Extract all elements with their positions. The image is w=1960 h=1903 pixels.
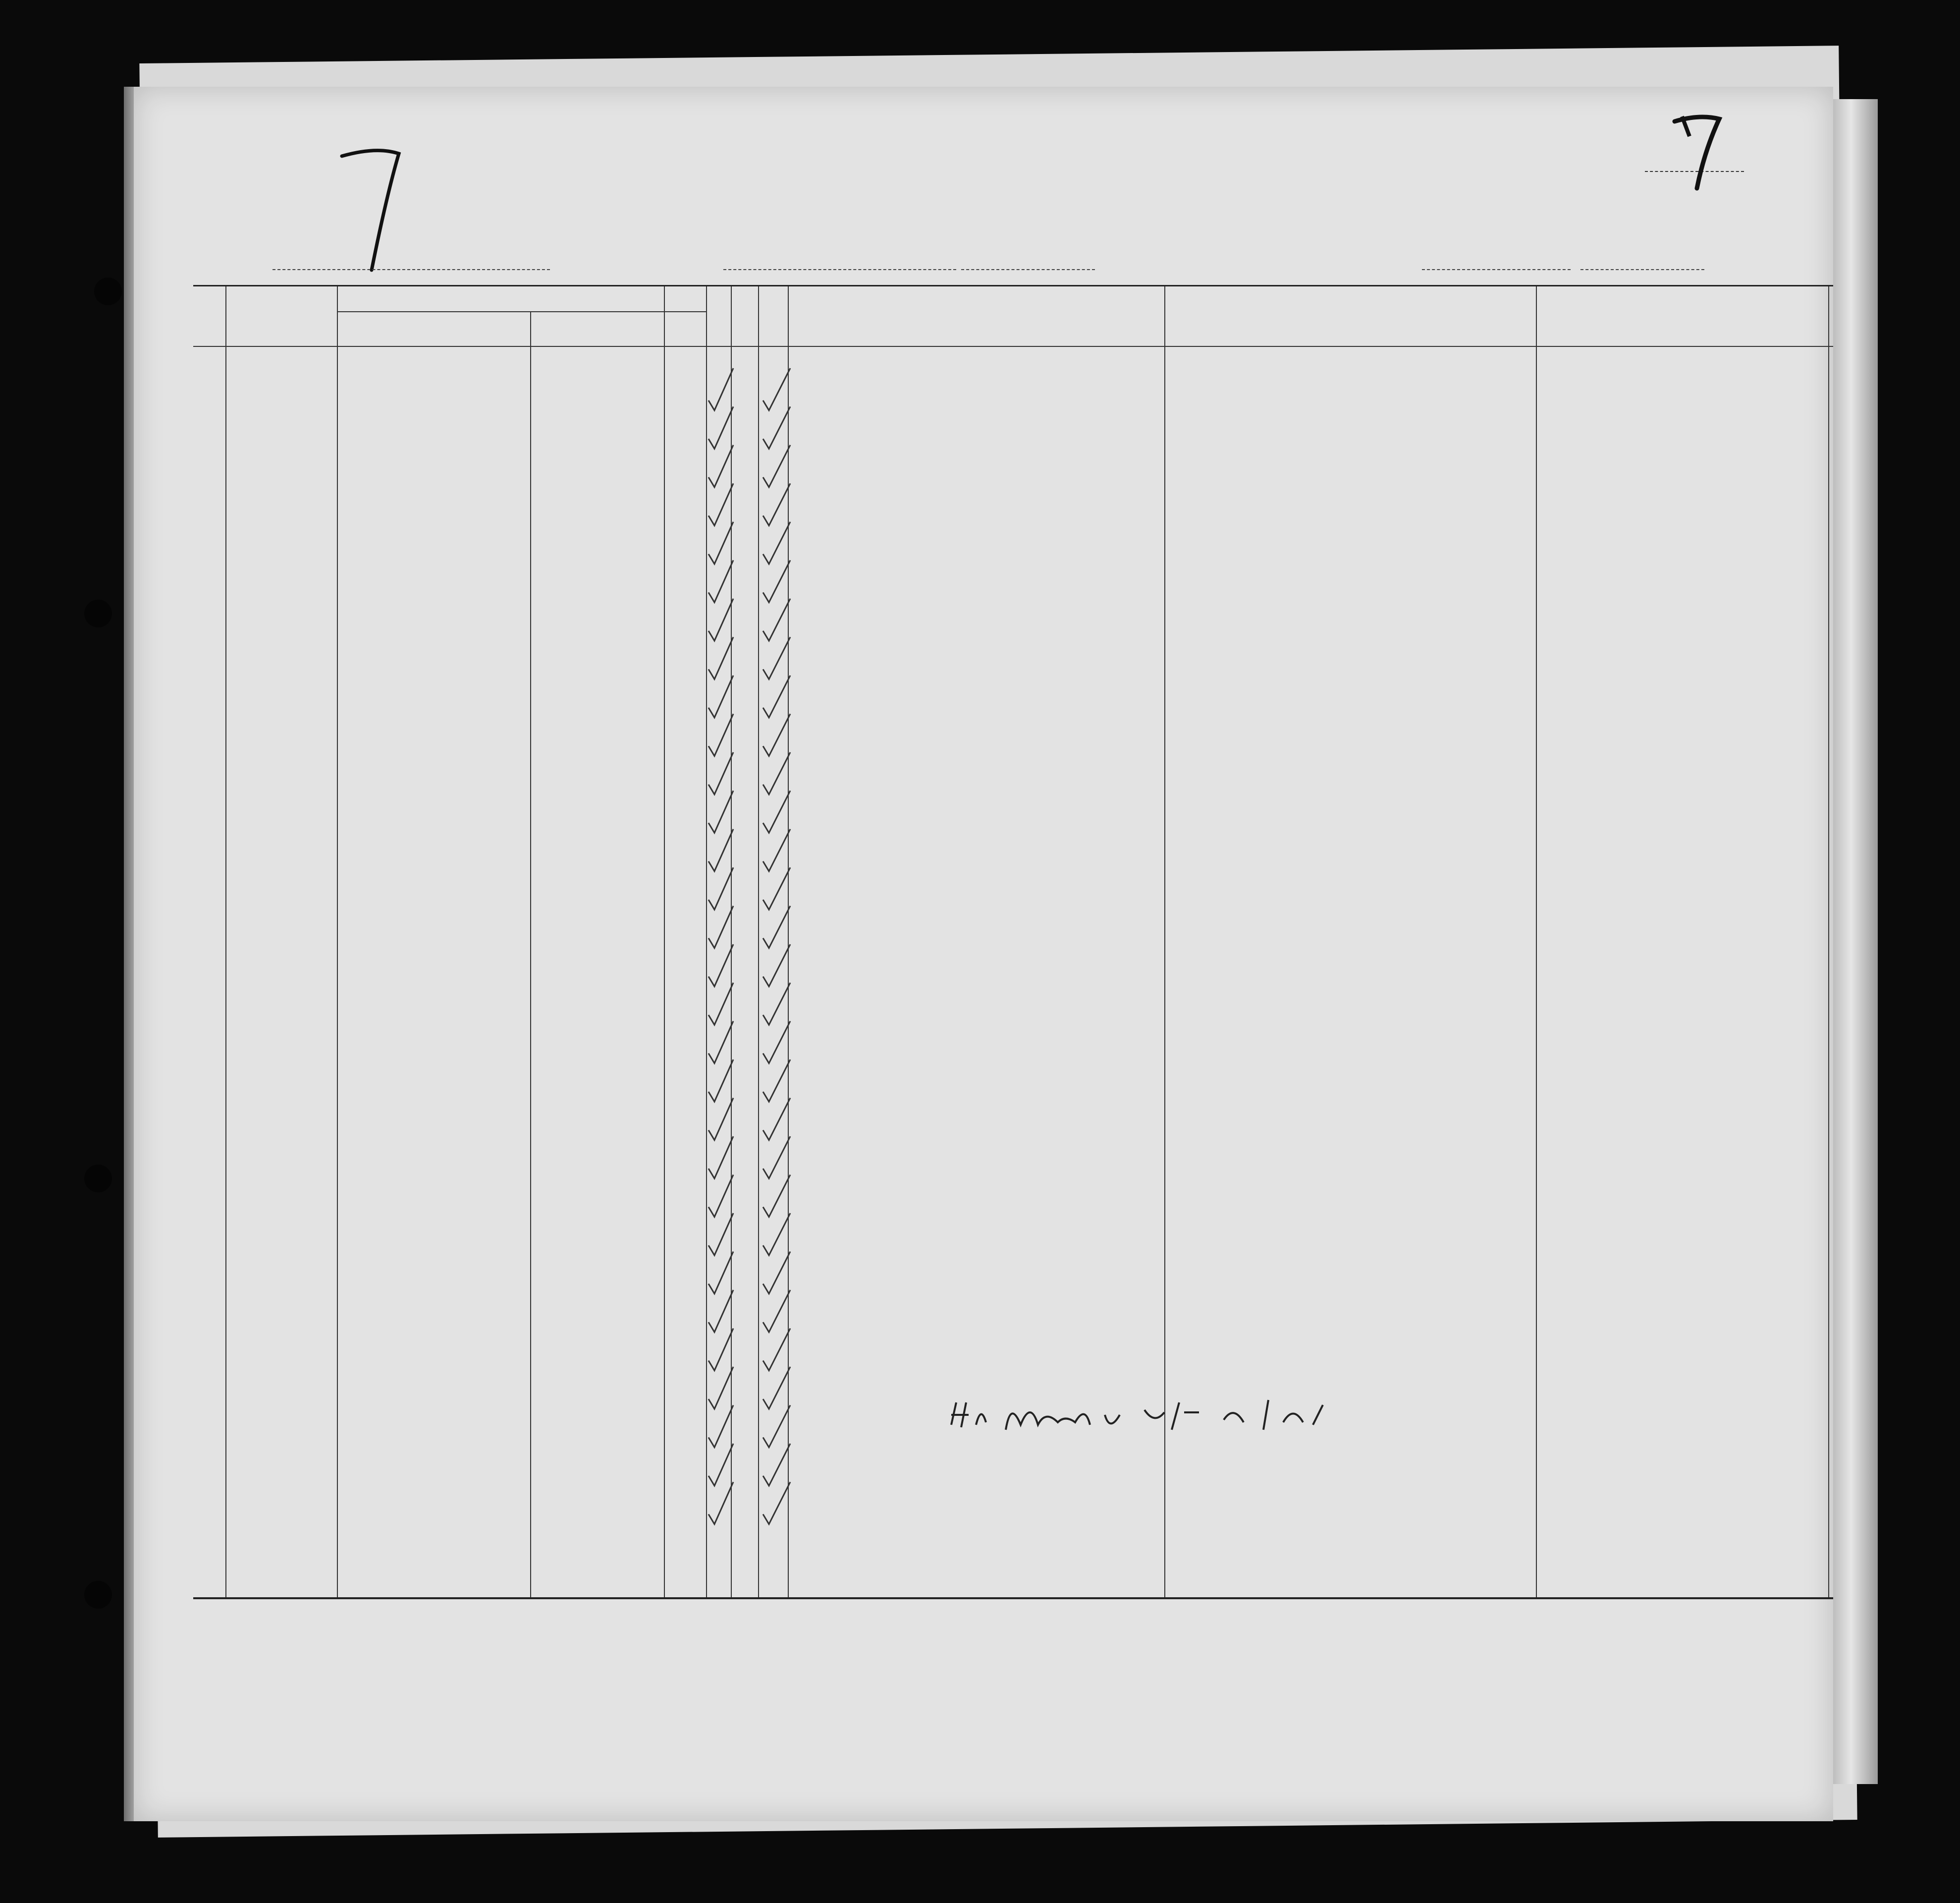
checkmark bbox=[763, 1444, 790, 1486]
checkmark bbox=[763, 368, 790, 410]
punch-hole bbox=[84, 600, 112, 627]
checkmark bbox=[708, 829, 733, 871]
checkmark bbox=[763, 445, 790, 487]
checkmark bbox=[763, 1405, 790, 1448]
checkmark bbox=[708, 1098, 733, 1140]
page-curl bbox=[1833, 99, 1878, 1784]
checkmark bbox=[708, 1444, 733, 1486]
col-divider bbox=[337, 286, 338, 1597]
checkmark bbox=[708, 1405, 733, 1448]
checkmark bbox=[708, 1175, 733, 1217]
punch-hole bbox=[94, 278, 122, 305]
checkmark bbox=[763, 407, 790, 449]
checkmark bbox=[763, 983, 790, 1025]
checkmark bbox=[708, 1060, 733, 1102]
col-divider bbox=[664, 286, 665, 1597]
checkmark bbox=[708, 906, 733, 948]
checkmark bbox=[763, 945, 790, 987]
handwritten-number-seven bbox=[1645, 107, 1734, 196]
checkmark bbox=[763, 599, 790, 641]
checkmark bbox=[708, 1252, 733, 1294]
checkmark bbox=[708, 560, 733, 603]
checkmark bbox=[763, 637, 790, 679]
col-divider bbox=[788, 286, 789, 1597]
checkmark bbox=[708, 1290, 733, 1332]
checkmark bbox=[763, 1367, 790, 1409]
ship-underline bbox=[272, 269, 550, 270]
header-divider bbox=[664, 311, 706, 312]
checkmark bbox=[763, 484, 790, 526]
checkmark bbox=[708, 368, 733, 410]
checkmark bbox=[763, 522, 790, 564]
checkmark bbox=[763, 1329, 790, 1371]
checkmark bbox=[763, 868, 790, 910]
checkmark bbox=[708, 714, 733, 756]
checkmark bbox=[763, 1021, 790, 1063]
checkmark bbox=[708, 1021, 733, 1063]
date-underline bbox=[961, 269, 1095, 270]
checkmark bbox=[708, 1367, 733, 1409]
checkmark bbox=[708, 1136, 733, 1178]
checkmark bbox=[708, 983, 733, 1025]
checkmark bbox=[763, 1060, 790, 1102]
voyage-line bbox=[208, 245, 1794, 275]
checkmark bbox=[763, 906, 790, 948]
col-divider bbox=[530, 311, 531, 1597]
checkmark bbox=[763, 791, 790, 833]
checkmark bbox=[708, 868, 733, 910]
checkmark bbox=[763, 829, 790, 871]
checkmark bbox=[708, 599, 733, 641]
col-divider bbox=[1536, 286, 1537, 1597]
manifest-sheet bbox=[134, 87, 1833, 1821]
inspector-signature bbox=[946, 1395, 1442, 1440]
col-divider bbox=[225, 286, 226, 1597]
checkmark bbox=[708, 637, 733, 679]
checkmark bbox=[708, 522, 733, 564]
checkmark bbox=[763, 560, 790, 603]
checkmark bbox=[763, 1252, 790, 1294]
punch-hole bbox=[84, 1581, 112, 1609]
port-underline bbox=[723, 269, 956, 270]
col-divider bbox=[1828, 286, 1829, 1597]
header-divider bbox=[337, 311, 664, 312]
checkmark bbox=[763, 714, 790, 756]
checkmark bbox=[708, 752, 733, 794]
checkmark bbox=[708, 1482, 733, 1524]
checkmark bbox=[763, 1175, 790, 1217]
checkmark bbox=[708, 945, 733, 987]
checkmark bbox=[763, 1213, 790, 1255]
checkmark bbox=[708, 407, 733, 449]
checkmark bbox=[708, 1329, 733, 1371]
checkmark bbox=[763, 1290, 790, 1332]
checkmark bbox=[708, 675, 733, 718]
header-bottom-rule bbox=[193, 346, 1833, 347]
col-divider bbox=[758, 286, 759, 1597]
checkmark bbox=[763, 1482, 790, 1524]
checkmark bbox=[708, 445, 733, 487]
checkmark bbox=[763, 752, 790, 794]
checkmark bbox=[763, 1098, 790, 1140]
checkmark bbox=[763, 1136, 790, 1178]
arrival-date-underline bbox=[1580, 269, 1704, 270]
checkmark bbox=[763, 675, 790, 718]
arrival-underline bbox=[1422, 269, 1571, 270]
checkmark bbox=[708, 791, 733, 833]
col-divider bbox=[731, 286, 732, 1597]
checkmark bbox=[708, 1213, 733, 1255]
checkmark bbox=[708, 484, 733, 526]
col-divider bbox=[706, 286, 707, 1597]
punch-hole bbox=[84, 1165, 112, 1192]
